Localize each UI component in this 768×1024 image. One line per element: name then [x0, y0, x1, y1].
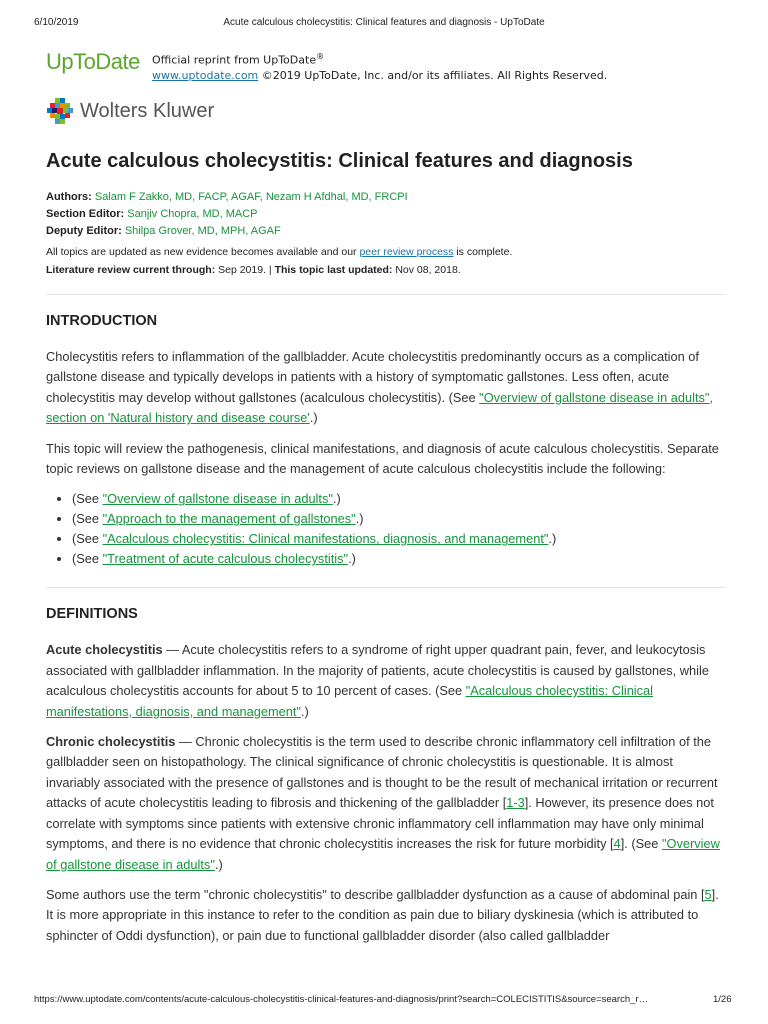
list-item — [72, 529, 726, 549]
chronic-text: — Chronic cholecystitis is the term used to describe chronic inflammatory cell infiltration of the gallbladder seen on histopathology. The clinical significance of chronic cholecystitis is questionable. It is almost invariably associated with the presence of gallstones and is thought to be the result of mechanical irritation or recurrent attacks of acute cholecystitis leading to fibrosis and thickening of the gallbladder [ — [46, 734, 718, 811]
reference-link[interactable]: 4 — [613, 836, 621, 852]
last-updated-label: This topic last updated: — [274, 264, 393, 276]
lit-review-value: Sep 2019. | — [215, 264, 275, 276]
list-item — [72, 549, 726, 569]
reprint-line: Official reprint from UpToDate — [152, 53, 317, 67]
section-heading-definitions: DEFINITIONS — [46, 606, 138, 623]
intro-paragraph-1 — [46, 347, 726, 429]
acute-text: — Acute cholecystitis refers to a syndrome of right upper quadrant pain, fever, and leukocytosis associated with gallbladder inflammation. In the majority of patients, acute cholecystitis is caused by gallstones, while acalculous cholecystitis accounts for about 5 to 10 percent of cases. (See — [46, 642, 709, 699]
article-title: Acute calculous cholecystitis: Clinical features and diagnosis — [46, 150, 633, 172]
page-number: 1/26 — [713, 994, 732, 1005]
intro-paragraph-2: This topic will review the pathogenesis, clinical manifestations, and diagnosis of acute calculous cholecystitis. Separate topic reviews on gallstone disease and the management of acute calculous cholecystitis include the following: — [46, 440, 719, 477]
authors-link[interactable]: Salam F Zakko, MD, FACP, AGAF, Nezam H Afdhal, MD, FRCPI — [94, 191, 408, 203]
see-prefix: (See — [72, 511, 103, 527]
see-prefix: (See — [72, 531, 103, 547]
chronic-text-3: ]. (See — [620, 836, 662, 852]
authors-label: Authors: — [46, 191, 92, 203]
reprint-notice — [152, 49, 607, 83]
related-topic-link[interactable]: "Overview of gallstone disease in adults" — [102, 491, 333, 507]
peer-review-link[interactable]: peer review process — [359, 246, 454, 258]
section-editor-label: Section Editor: — [46, 208, 125, 220]
wolters-kluwer-icon — [46, 97, 74, 125]
related-topic-link[interactable]: "Acalculous cholecystitis: Clinical manifestations, diagnosis, and management" — [102, 531, 549, 547]
intro-p1-text: Cholecystitis refers to inflammation of the gallbladder. Acute cholecystitis predominantly occurs as a complication of gallstone disease and typically develops in patients with a history of symptomatic gallstones. Less often, acute cholecystitis may develop without gallstones (acalculous cholecystitis). (See — [46, 349, 699, 405]
list-item — [72, 509, 726, 529]
terminology-paragraph — [46, 885, 726, 946]
intro-p1-link[interactable]: "Overview of gallstone disease in adults", section on 'Natural history and disease course' — [46, 389, 714, 426]
see-prefix: (See — [72, 491, 103, 507]
see-prefix: (See — [72, 551, 103, 567]
update-note-pre: All topics are updated as new evidence becomes available and our — [46, 246, 360, 258]
section-heading-introduction: INTRODUCTION — [46, 313, 158, 329]
divider — [46, 294, 726, 295]
related-topics-list — [46, 489, 726, 569]
section-editor-link[interactable]: Sanjiv Chopra, MD, MACP — [127, 208, 258, 220]
reference-link[interactable]: 1-3 — [506, 795, 525, 811]
see-suffix: .) — [548, 531, 557, 547]
uptodate-logo[interactable]: UpToDate — [46, 49, 140, 74]
chronic-term: Chronic cholecystitis — [46, 734, 176, 750]
registered-mark: ® — [316, 52, 325, 61]
acute-term: Acute cholecystitis — [46, 642, 163, 658]
intro-p1-end: .) — [309, 410, 318, 426]
chronic-definition-paragraph — [46, 732, 726, 875]
see-suffix: .) — [332, 491, 341, 507]
print-date: 6/10/2019 — [34, 17, 79, 28]
divider — [46, 587, 726, 588]
acute-link[interactable]: "Acalculous cholecystitis: Clinical manifestations, diagnosis, and management" — [46, 683, 654, 719]
section-editor-line — [46, 206, 726, 223]
article — [46, 150, 726, 956]
last-updated-value: Nov 08, 2018. — [392, 264, 461, 276]
some-text: Some authors use the term "chronic cholecystitis" to describe gallbladder dysfunction as a cause of abdominal pain [ — [46, 886, 705, 902]
chronic-link[interactable]: "Overview of gallstone disease in adults" — [46, 836, 720, 872]
review-dates — [46, 264, 726, 276]
authors-line — [46, 189, 726, 206]
deputy-editor-label: Deputy Editor: — [46, 225, 122, 237]
see-suffix: .) — [355, 511, 364, 527]
see-suffix: .) — [348, 551, 356, 567]
site-link[interactable]: www.uptodate.com — [152, 68, 259, 82]
list-item — [72, 489, 726, 509]
acute-definition-paragraph — [46, 640, 726, 722]
related-topic-link[interactable]: "Treatment of acute calculous cholecystitis" — [102, 551, 349, 567]
update-note-post: is complete. — [453, 246, 513, 258]
related-topic-link[interactable]: "Approach to the management of gallstones" — [102, 511, 356, 527]
print-title: Acute calculous cholecystitis: Clinical features and diagnosis - UpToDate — [223, 17, 545, 28]
copyright-text: ©2019 UpToDate, Inc. and/or its affiliates. All Rights Reserved. — [261, 68, 608, 82]
some-text-2: ]. It is more appropriate in this instance to refer to the condition as pain due to biliary dyskinesia (which is attributed to sphincter of Oddi dysfunction), or pain due to functional gallbladder disorder (also called gallbladder — [46, 886, 719, 943]
chronic-text-2: ]. However, its presence does not correlate with symptoms since patients with extensive chronic inflammatory cell inflammation may have only minimal symptoms, and there is no evidence that chronic cholecystitis increases the risk for future morbidity [ — [46, 795, 714, 852]
update-note — [46, 246, 726, 258]
deputy-editor-link[interactable]: Shilpa Grover, MD, MPH, AGAF — [124, 225, 281, 237]
reference-link[interactable]: 5 — [704, 886, 712, 902]
acute-end: .) — [300, 703, 309, 719]
deputy-editor-line — [46, 223, 726, 240]
print-url: https://www.uptodate.com/contents/acute-calculous-cholecystitis-clinical-features-and-diagnosis/print?search=COLECISTITIS&source=search_r… — [34, 994, 649, 1005]
lit-review-label: Literature review current through: — [46, 264, 216, 276]
publisher-name: Wolters Kluwer — [80, 100, 215, 122]
chronic-end: .) — [214, 856, 223, 872]
